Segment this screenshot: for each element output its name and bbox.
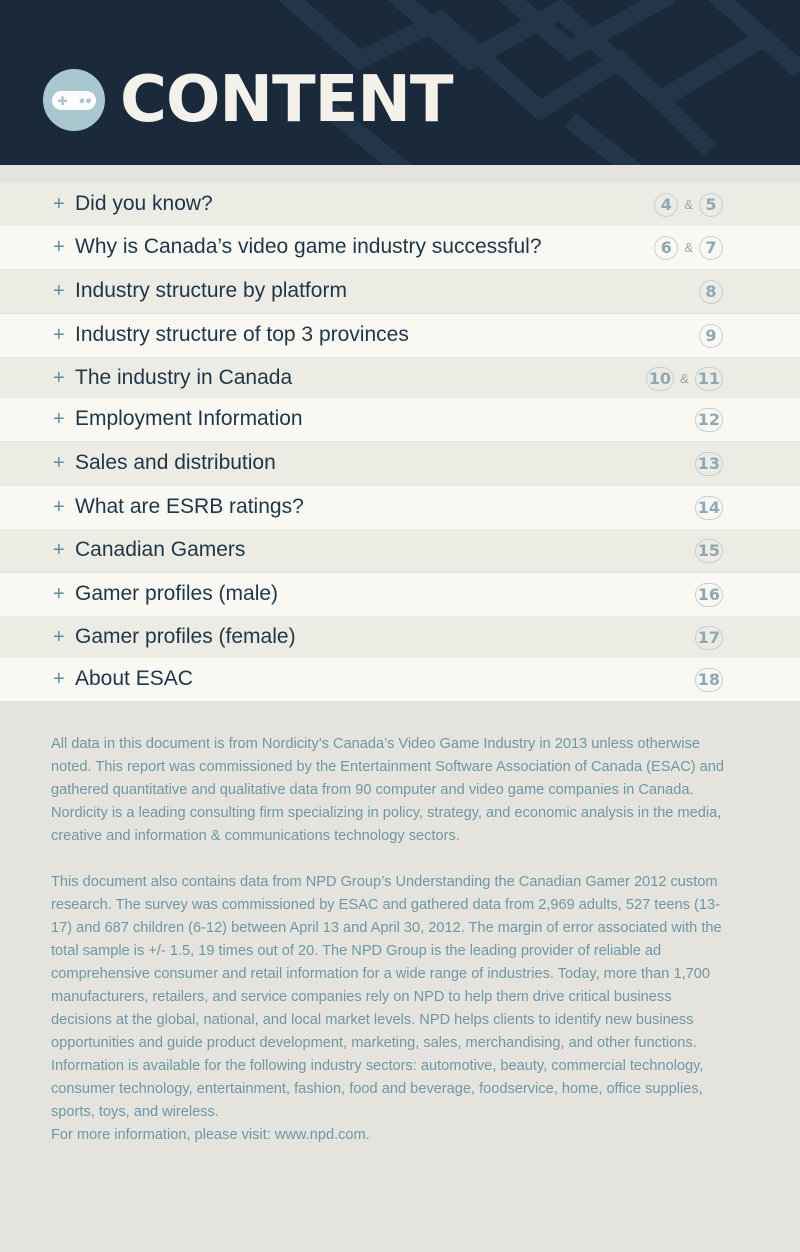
page-number-badge: 10 bbox=[646, 367, 674, 391]
toc-item-label: Gamer profiles (female) bbox=[75, 625, 296, 648]
plus-icon: + bbox=[53, 324, 65, 346]
page-number-badge: 7 bbox=[699, 236, 723, 260]
plus-icon: + bbox=[53, 193, 65, 215]
ampersand: & bbox=[684, 197, 693, 212]
header-banner bbox=[0, 0, 800, 165]
plus-icon: + bbox=[53, 583, 65, 605]
page-number-badge: 6 bbox=[654, 236, 678, 260]
plus-icon: + bbox=[53, 408, 65, 430]
toc-row[interactable] bbox=[0, 183, 800, 226]
toc-row[interactable] bbox=[0, 398, 800, 441]
plus-icon: + bbox=[53, 367, 65, 389]
plus-icon: + bbox=[53, 626, 65, 648]
page-numbers bbox=[695, 665, 723, 694]
plus-icon: + bbox=[53, 236, 65, 258]
note-more-info: For more information, please visit: www.npd.com. bbox=[51, 1127, 370, 1143]
toc-item-label: Sales and distribution bbox=[75, 451, 276, 474]
note-paragraph-npd: This document also contains data from NPD Group’s Understanding the Canadian Gamer 2012 custom research. The survey was commissioned by ESAC and gathered data from 2,969 adults, 527 teens (13-17) and 687 children (6-12) between April 13 and April 30, 2012. The margin of error associated with the total sample is +/- 1.5, 19 times out of 20. The NPD Group is the leading provider of reliable ad comprehensive consumer and retail information for a wide range of industries. Today, more than 1,700 manufacturers, retailers, and service companies rely on NPD to help them drive critical business decisions at the global, national, and local market levels. NPD helps clients to identify new business opportunities and guide product development, marketing, sales, merchandising, and other functions. Information is available for the following industry sectors: automotive, beauty, commercial technology, consumer technology, entertainment, fashion, food and beverage, foodservice, home, office supplies, sports, toys, and wireless. bbox=[51, 874, 722, 1120]
page-number-badge: 9 bbox=[699, 324, 723, 348]
page-number-badge: 12 bbox=[695, 408, 723, 432]
toc-item-label: About ESAC bbox=[75, 667, 193, 690]
page-number-badge: 18 bbox=[695, 668, 723, 692]
note-paragraph-nordicity: All data in this document is from Nordicity’s Canada’s Video Game Industry in 2013 unless otherwise noted. This report was commissioned by the Entertainment Software Association of Canada (ESAC) and gathered quantitative and qualitative data from 90 computer and video game companies in Canada. Nordicity is a leading consulting firm specializing in policy, strategy, and economic analysis in the media, creative and information & communications technology sectors. bbox=[51, 736, 725, 844]
toc-row[interactable] bbox=[0, 314, 800, 357]
toc-item-label: Industry structure of top 3 provinces bbox=[75, 323, 409, 346]
plus-icon: + bbox=[53, 668, 65, 690]
gamepad-icon bbox=[43, 69, 105, 131]
plus-icon: + bbox=[53, 496, 65, 518]
toc-row[interactable] bbox=[0, 658, 800, 701]
page-numbers bbox=[695, 493, 723, 522]
toc-item-label: The industry in Canada bbox=[75, 366, 293, 389]
toc-row[interactable] bbox=[0, 270, 800, 313]
toc-row[interactable] bbox=[0, 573, 800, 616]
page-numbers bbox=[695, 449, 723, 478]
toc-item-label: What are ESRB ratings? bbox=[75, 495, 304, 518]
toc-item-label: Canadian Gamers bbox=[75, 538, 246, 561]
page-numbers bbox=[699, 321, 723, 350]
page-number-badge: 16 bbox=[695, 583, 723, 607]
gamepad-logo bbox=[43, 69, 105, 131]
page-numbers bbox=[695, 623, 723, 652]
page-number-badge: 5 bbox=[699, 193, 723, 217]
page-numbers bbox=[695, 580, 723, 609]
page-number-badge: 15 bbox=[695, 539, 723, 563]
toc-row[interactable] bbox=[0, 442, 800, 485]
page-numbers bbox=[654, 233, 723, 262]
page-number-badge: 11 bbox=[695, 367, 723, 391]
toc-row[interactable] bbox=[0, 616, 800, 659]
page-numbers bbox=[695, 405, 723, 434]
toc-item-label: Gamer profiles (male) bbox=[75, 582, 279, 605]
ampersand: & bbox=[684, 240, 693, 255]
toc-item-label: Industry structure by platform bbox=[75, 279, 347, 302]
page-numbers bbox=[654, 190, 723, 219]
toc-row[interactable] bbox=[0, 357, 800, 400]
toc-row[interactable] bbox=[0, 226, 800, 269]
toc-item-label: Why is Canada’s video game industry successful? bbox=[75, 235, 542, 258]
page-numbers bbox=[695, 536, 723, 565]
toc-row[interactable] bbox=[0, 486, 800, 529]
page-number-badge: 4 bbox=[654, 193, 678, 217]
plus-icon: + bbox=[53, 280, 65, 302]
page-number-badge: 8 bbox=[699, 280, 723, 304]
page-numbers bbox=[646, 364, 723, 393]
toc-item-label: Did you know? bbox=[75, 192, 213, 215]
ampersand: & bbox=[680, 371, 689, 386]
plus-icon: + bbox=[53, 452, 65, 474]
page-number-badge: 17 bbox=[695, 626, 723, 650]
page-number-badge: 14 bbox=[695, 496, 723, 520]
plus-icon: + bbox=[53, 539, 65, 561]
source-notes bbox=[51, 733, 731, 1170]
page-numbers bbox=[699, 277, 723, 306]
toc-row[interactable] bbox=[0, 529, 800, 572]
toc-item-label: Employment Information bbox=[75, 407, 303, 430]
page-title: CONTENT bbox=[120, 63, 453, 137]
page-number-badge: 13 bbox=[695, 452, 723, 476]
